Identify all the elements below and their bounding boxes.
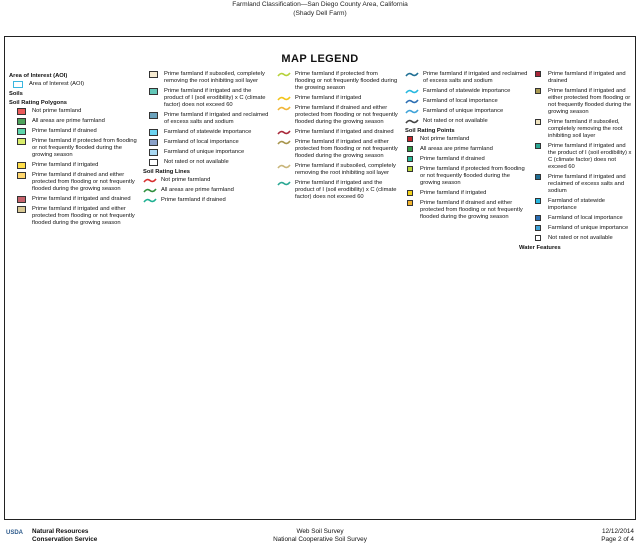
polygon-swatch (17, 118, 26, 125)
legend-item (405, 71, 529, 85)
legend-column-3 (277, 71, 399, 204)
soils-heading: Soils (9, 91, 23, 97)
point-symbol-icon (407, 166, 413, 172)
polygon-swatch (149, 88, 158, 95)
legend-item (17, 172, 141, 193)
aoi-item (13, 81, 141, 88)
page-header (0, 0, 640, 18)
line-symbol-icon (143, 187, 157, 194)
legend-item-label: Prime farmland if irrigated and the product of I (soil erodibility) x C (climate factor) does not exceed 60 (548, 143, 632, 170)
legend-item-label: Prime farmland if irrigated (295, 95, 362, 101)
legend-item (533, 225, 633, 232)
point-symbol-icon (407, 156, 413, 162)
legend-item-label: Prime farmland if irrigated and drained (32, 196, 131, 202)
footer-page: Page 2 of 4 (601, 536, 634, 543)
legend-item-label: Prime farmland if subsoiled, completely removing the root inhibiting soil layer (548, 119, 623, 139)
point-list-cont (533, 71, 633, 242)
legend-item-label: Not prime farmland (161, 177, 211, 183)
agency-line-1: Natural Resources (32, 528, 89, 535)
legend-item (533, 198, 633, 212)
polygon-list (17, 108, 141, 227)
legend-item (277, 139, 399, 160)
line-list-cont (277, 71, 399, 201)
legend-item (405, 136, 529, 143)
legend-item (17, 128, 141, 135)
point-symbol-icon (407, 136, 413, 142)
polygons-heading: Soil Rating Polygons (9, 100, 67, 106)
line-list (143, 177, 271, 204)
legend-item (405, 98, 529, 105)
polygon-swatch (149, 71, 158, 78)
legend-item-label: All areas are prime farmland (420, 146, 493, 152)
agency-block (32, 528, 97, 544)
legend-item-label: Prime farmland if drained and either protected from flooding or not frequently flooded during the growing season (32, 172, 135, 192)
polygon-swatch (17, 138, 26, 145)
legend-item (277, 180, 399, 201)
line-symbol-icon (143, 177, 157, 184)
survey-block (220, 528, 420, 544)
legend-item (149, 112, 271, 126)
legend-item-label: Farmland of statewide importance (164, 129, 252, 135)
page-info (601, 528, 634, 544)
legend-item-label: Prime farmland if drained (161, 197, 226, 203)
legend-item-label: Not rated or not available (164, 159, 229, 165)
polygon-swatch (149, 139, 158, 146)
polygon-swatch (149, 112, 158, 119)
aoi-swatch (13, 81, 23, 88)
legend-item (533, 235, 633, 242)
line-symbol-icon (277, 95, 291, 102)
legend-item-label: Prime farmland if subsoiled, completely removing the root inhibiting soil layer (164, 71, 265, 84)
line-symbol-icon (277, 129, 291, 136)
point-symbol-icon (535, 215, 541, 221)
legend-item (405, 118, 529, 125)
point-list (405, 136, 529, 221)
point-symbol-icon (535, 71, 541, 77)
legend-item-label: Prime farmland if irrigated and reclaimed of excess salts and sodium (164, 112, 269, 125)
legend-item-label: Prime farmland if protected from flooding or not frequently flooded during the growing season (32, 138, 137, 158)
legend-item (149, 149, 271, 156)
legend-item-label: Farmland of local importance (164, 139, 239, 145)
polygon-swatch (17, 162, 26, 169)
polygon-swatch (149, 159, 158, 166)
point-symbol-icon (407, 146, 413, 152)
legend-item (17, 138, 141, 159)
legend-item (149, 71, 271, 85)
legend-item (277, 163, 399, 177)
polygon-swatch (149, 129, 158, 136)
legend-item-label: Prime farmland if irrigated and either protected from flooding or not frequently flooded during the growing season (295, 139, 398, 159)
line-symbol-icon (405, 98, 419, 105)
legend-item (149, 159, 271, 166)
legend-item-label: Farmland of local importance (548, 215, 623, 221)
legend-item-label: All areas are prime farmland (32, 118, 105, 124)
legend-title: MAP LEGEND (281, 53, 359, 65)
point-symbol-icon (535, 225, 541, 231)
line-list-cont-2 (405, 71, 529, 125)
legend-item (149, 139, 271, 146)
footer-date: 12/12/2014 (602, 528, 634, 535)
legend-item (143, 187, 271, 194)
points-heading: Soil Rating Points (405, 128, 455, 134)
legend-item (533, 88, 633, 116)
legend-item-label: Farmland of unique importance (423, 108, 504, 114)
point-symbol-icon (535, 88, 541, 94)
legend-item-label: Farmland of local importance (423, 98, 498, 104)
line-symbol-icon (277, 180, 291, 187)
point-symbol-icon (407, 190, 413, 196)
polygon-swatch (17, 172, 26, 179)
legend-item-label: Prime farmland if irrigated and drained (548, 71, 626, 84)
legend-item (17, 162, 141, 169)
legend-item-label: Prime farmland if drained and either protected from flooding or not frequently flooded during the growing season (295, 105, 398, 125)
map-legend-frame (4, 36, 636, 520)
legend-item (405, 146, 529, 153)
polygon-swatch (149, 149, 158, 156)
line-symbol-icon (143, 197, 157, 204)
legend-item-label: Prime farmland if irrigated (32, 162, 99, 168)
legend-item (17, 196, 141, 203)
legend-item-label: Prime farmland if irrigated and the product of I (soil erodibility) x C (climate factor) does not exceed 60 (295, 180, 397, 200)
legend-item-label: Prime farmland if irrigated and either protected from flooding or not frequently flooded during the growing season (548, 88, 632, 115)
legend-item (143, 177, 271, 184)
legend-item-label: Farmland of unique importance (548, 225, 629, 231)
legend-item-label: Prime farmland if protected from flooding or not frequently flooded during the growing season (295, 71, 398, 91)
line-symbol-icon (277, 71, 291, 78)
legend-item (405, 190, 529, 197)
legend-item (17, 108, 141, 115)
legend-column-5 (519, 71, 633, 253)
usda-logo-text: USDA (6, 530, 24, 536)
line-symbol-icon (405, 88, 419, 95)
survey-line-2: National Cooperative Soil Survey (273, 536, 367, 543)
legend-item (405, 156, 529, 163)
aoi-label: Area of Interest (AOI) (29, 81, 85, 87)
legend-item-label: Prime farmland if drained and either protected from flooding or not frequently flooded during the growing season (420, 200, 523, 220)
legend-item (533, 71, 633, 85)
legend-item (149, 88, 271, 109)
legend-item-label: Prime farmland if irrigated (420, 190, 487, 196)
header-title: Farmland Classification—San Diego County Area, California (232, 1, 408, 8)
point-symbol-icon (535, 143, 541, 149)
legend-item-label: Farmland of statewide importance (548, 198, 606, 211)
legend-item-label: Prime farmland if irrigated and reclaimed of excess salts and sodium (548, 174, 626, 194)
point-symbol-icon (535, 119, 541, 125)
polygon-swatch (17, 196, 26, 203)
polygon-list-cont (149, 71, 271, 166)
line-symbol-icon (277, 105, 291, 112)
lines-heading: Soil Rating Lines (143, 169, 191, 175)
legend-item (17, 206, 141, 227)
legend-column-4 (405, 71, 529, 224)
legend-item (533, 143, 633, 171)
legend-item-label: Not rated or not available (423, 118, 488, 124)
polygon-swatch (17, 128, 26, 135)
point-symbol-icon (535, 235, 541, 241)
legend-item (277, 95, 399, 102)
legend-item-label: Prime farmland if drained (420, 156, 485, 162)
line-symbol-icon (405, 71, 419, 78)
legend-item (17, 118, 141, 125)
line-symbol-icon (405, 118, 419, 125)
aoi-heading: Area of Interest (AOI) (9, 73, 68, 79)
legend-item-label: Farmland of statewide importance (423, 88, 511, 94)
legend-item-label: Prime farmland if irrigated and either protected from flooding or not frequently flooded during the growing season (32, 206, 135, 226)
legend-item-label: Prime farmland if protected from flooding or not frequently flooded during the growing season (420, 166, 525, 186)
legend-item-label: Not rated or not available (548, 235, 613, 241)
polygon-swatch (17, 108, 26, 115)
line-symbol-icon (405, 108, 419, 115)
legend-item (277, 105, 399, 126)
legend-item (143, 197, 271, 204)
polygon-swatch (17, 206, 26, 213)
usda-logo (6, 530, 23, 537)
line-symbol-icon (277, 139, 291, 146)
point-symbol-icon (535, 198, 541, 204)
legend-column-2 (143, 71, 271, 207)
legend-column-1 (9, 71, 141, 230)
legend-item-label: Prime farmland if subsoiled, completely removing the root inhibiting soil layer (295, 163, 396, 176)
line-symbol-icon (277, 163, 291, 170)
legend-item (405, 108, 529, 115)
legend-item-label: Farmland of unique importance (164, 149, 245, 155)
point-symbol-icon (407, 200, 413, 206)
legend-item (277, 129, 399, 136)
legend-item (277, 71, 399, 92)
legend-item-label: All areas are prime farmland (161, 187, 234, 193)
survey-line-1: Web Soil Survey (296, 528, 344, 535)
legend-item-label: Prime farmland if irrigated and drained (295, 129, 394, 135)
legend-item-label: Prime farmland if irrigated and the product of I (soil erodibility) x C (climate factor) does not exceed 60 (164, 88, 266, 108)
header-subtitle: (Shady Dell Farm) (293, 10, 347, 17)
legend-item-label: Not prime farmland (420, 136, 470, 142)
agency-line-2: Conservation Service (32, 536, 98, 543)
legend-item (405, 88, 529, 95)
point-symbol-icon (535, 174, 541, 180)
legend-item-label: Prime farmland if irrigated and reclaimed of excess salts and sodium (423, 71, 528, 84)
legend-item-label: Not prime farmland (32, 108, 82, 114)
legend-item (405, 200, 529, 221)
legend-item (405, 166, 529, 187)
legend-item (149, 129, 271, 136)
legend-item (533, 174, 633, 195)
water-features-heading: Water Features (519, 245, 561, 251)
legend-item-label: Prime farmland if drained (32, 128, 97, 134)
legend-item (533, 215, 633, 222)
legend-item (533, 119, 633, 140)
